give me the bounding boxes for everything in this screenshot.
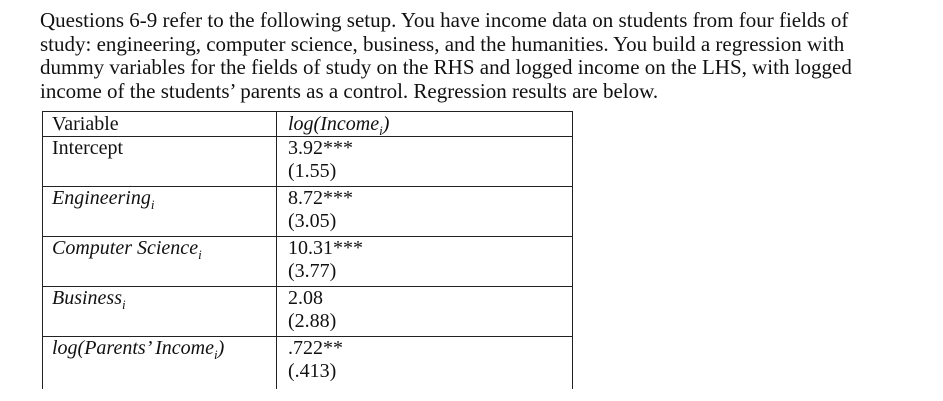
- setup-line-3: dummy variables for the fields of study on the RHS and logged income on the LHS, with logged: [40, 55, 852, 79]
- coefficient-estimate: 2.08: [288, 287, 323, 309]
- coefficient-cell: [277, 237, 573, 287]
- coefficient-cell: [277, 287, 573, 337]
- outcome-column-header: log(Income$_i$): [277, 112, 573, 137]
- coefficient-estimate: 3.92***: [288, 137, 353, 159]
- coefficient-estimate: .722**: [288, 337, 343, 359]
- coefficient-cell: [277, 337, 573, 390]
- variable-name-cell: Intercept: [43, 137, 277, 187]
- standard-error: (3.77): [288, 260, 337, 282]
- variable-name-cell: Computer Science$_i$: [43, 237, 277, 287]
- table-row-parents-income: [43, 337, 573, 390]
- variable-name-cell: log(Parents’ Income$_i$): [43, 337, 277, 390]
- setup-line-1: Questions 6-9 refer to the following setup. You have income data on students from four fields of: [40, 8, 849, 32]
- variable-column-header: Variable: [43, 112, 277, 137]
- question-setup-paragraph: [40, 9, 930, 103]
- table-row-business: [43, 287, 573, 337]
- standard-error: (.413): [288, 360, 337, 382]
- coefficient-estimate: 8.72***: [288, 187, 353, 209]
- regression-results-table: [42, 111, 573, 389]
- standard-error: (2.88): [288, 310, 337, 332]
- coefficient-cell: [277, 187, 573, 237]
- standard-error: (3.05): [288, 210, 337, 232]
- variable-name-cell: Engineering$_i$: [43, 187, 277, 237]
- table-row-engineering: [43, 187, 573, 237]
- setup-line-2: study: engineering, computer science, business, and the humanities. You build a regression with: [40, 31, 845, 56]
- table-row-intercept: [43, 137, 573, 187]
- table-row-computer-science: [43, 237, 573, 287]
- coefficient-estimate: 10.31***: [288, 237, 363, 259]
- standard-error: (1.55): [288, 160, 337, 182]
- setup-line-4: income of the students’ parents as a control. Regression results are below.: [40, 78, 659, 103]
- variable-name-cell: Business$_i$: [43, 287, 277, 337]
- coefficient-cell: [277, 137, 573, 187]
- table-header-row: [43, 112, 573, 137]
